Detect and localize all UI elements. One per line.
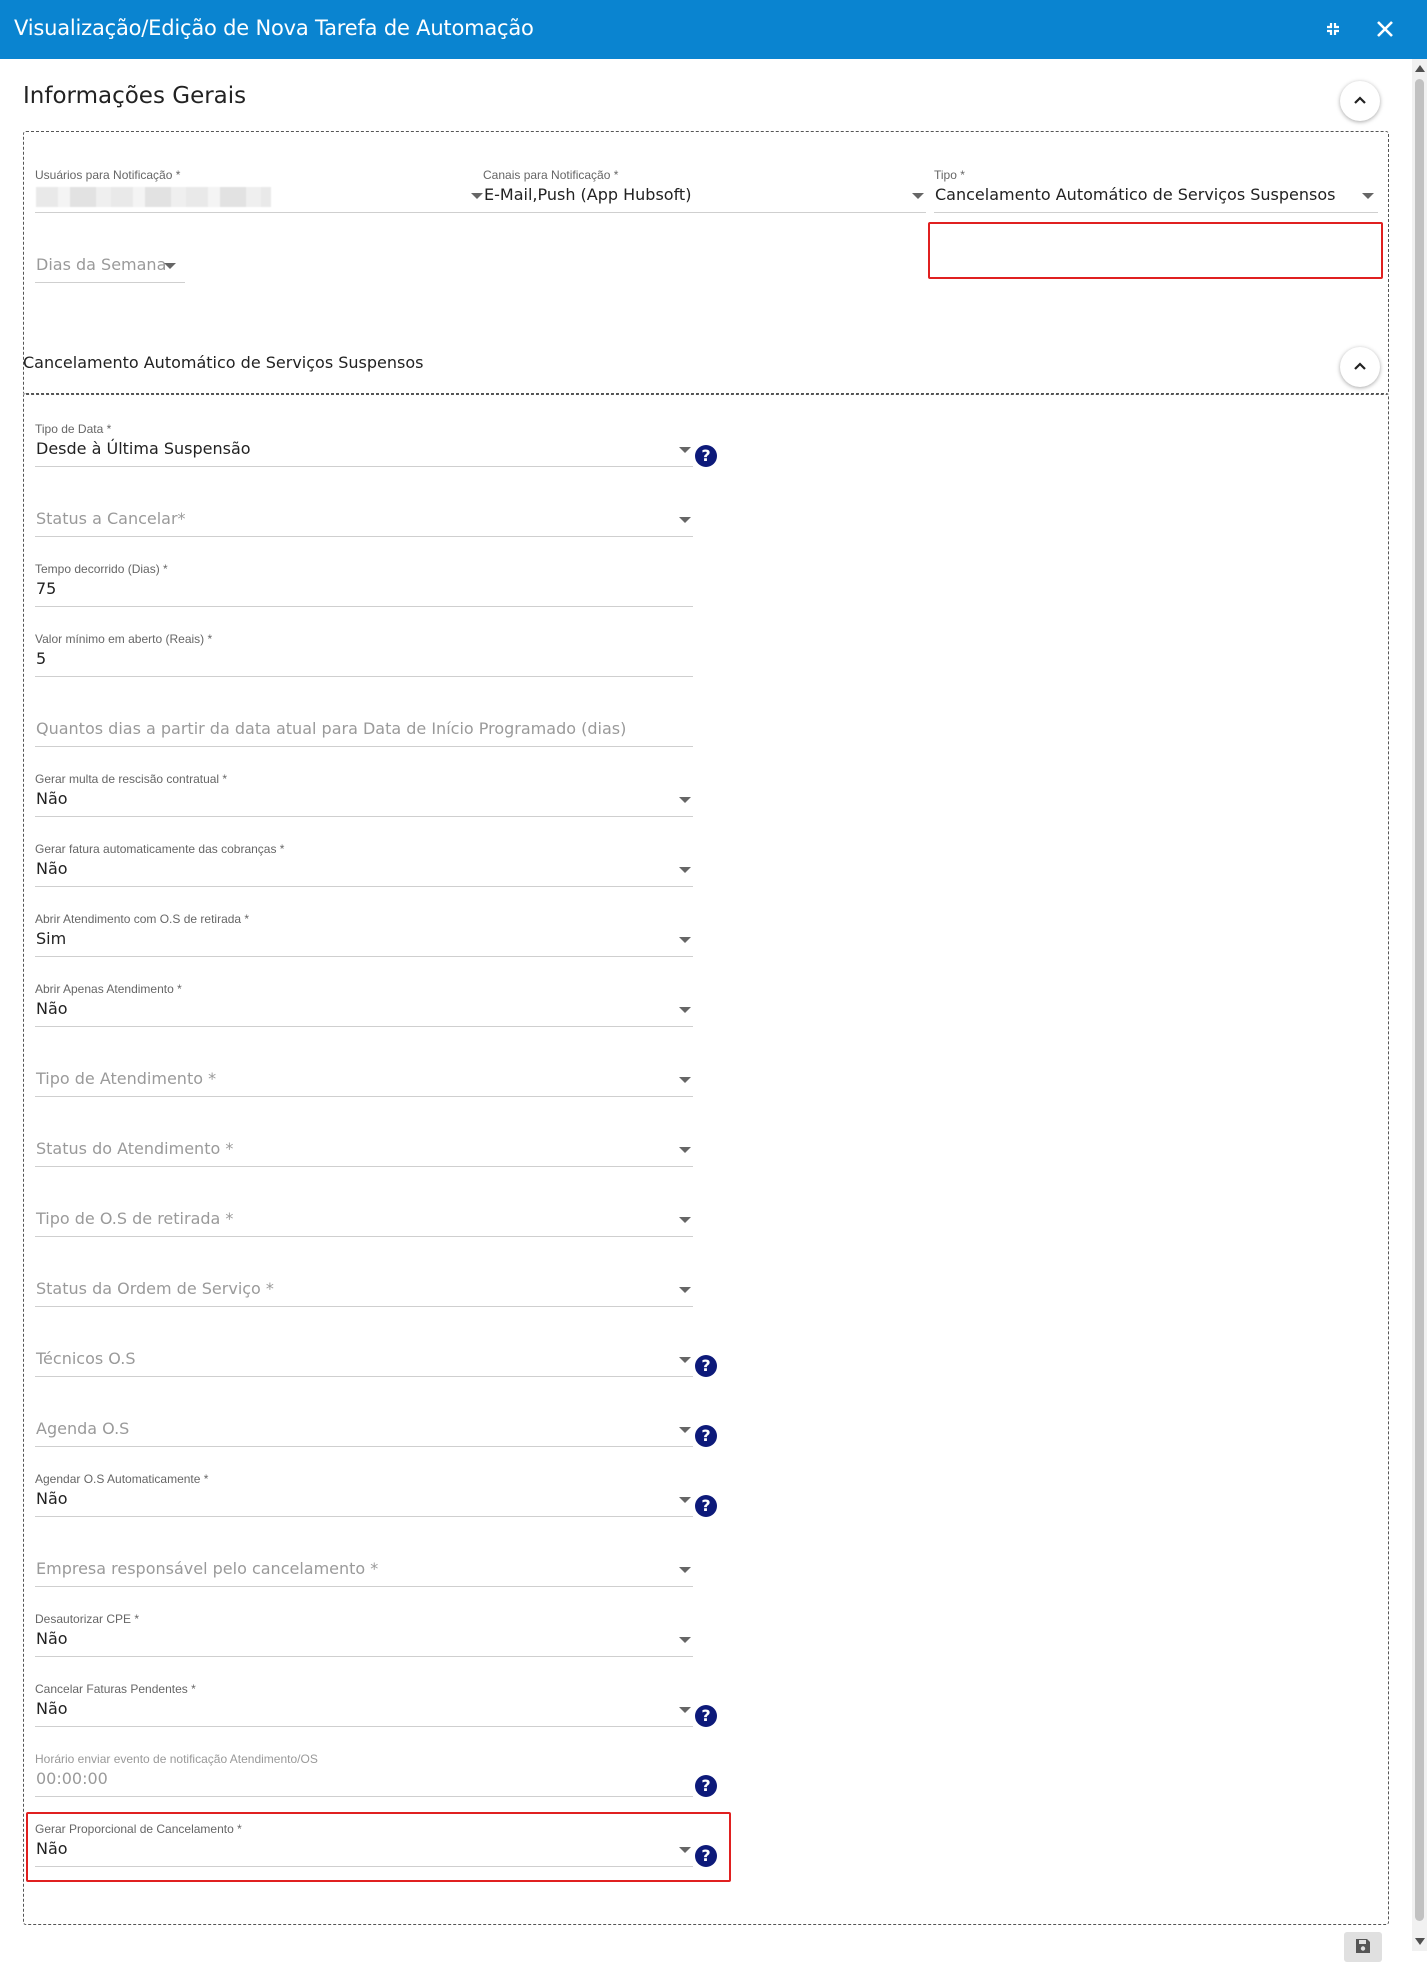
gerar-proporcional-highlight <box>26 1812 731 1882</box>
chevron-down-icon <box>679 1637 691 1643</box>
scroll-up-icon[interactable] <box>1415 65 1425 72</box>
help-icon[interactable]: ? <box>695 1845 717 1867</box>
chevron-down-icon <box>679 1567 691 1573</box>
chevron-down-icon <box>679 1217 691 1223</box>
chevron-down-icon <box>679 797 691 803</box>
compress-icon[interactable] <box>1318 14 1348 44</box>
chevron-down-icon <box>679 447 691 453</box>
redacted-value <box>36 187 271 207</box>
collapse-cancel-button[interactable] <box>1340 347 1380 387</box>
save-icon <box>1355 1938 1371 1954</box>
chevron-down-icon <box>912 193 924 199</box>
help-icon[interactable]: ? <box>695 1355 717 1377</box>
chevron-down-icon <box>679 1497 691 1503</box>
chevron-down-icon <box>679 517 691 523</box>
help-icon[interactable]: ? <box>695 1705 717 1727</box>
chevron-down-icon <box>679 1287 691 1293</box>
chevron-down-icon <box>679 1007 691 1013</box>
chevron-down-icon <box>679 1707 691 1713</box>
close-icon[interactable] <box>1370 14 1400 44</box>
chevron-down-icon <box>164 263 176 269</box>
scrollbar-thumb[interactable] <box>1415 79 1424 1921</box>
chevron-up-icon <box>1351 358 1369 376</box>
help-icon[interactable]: ? <box>695 1425 717 1447</box>
help-icon[interactable]: ? <box>695 445 717 467</box>
help-icon[interactable]: ? <box>695 1775 717 1797</box>
cancel-panel: Tipo de Data * Desde à Última Suspensão ? Status a Cancelar* Tempo decorrido (Dias) * 75 Valor mínimo em aberto (Reais) * 5 Quantos dias a partir da data atual para Data de Início Programado (dias) Gerar multa de rescisão contratual * Não Gerar fatura automaticamente das cobranças * Não Abrir Atendimento com O.S de retirada * Sim Abrir Apenas Atendimento * Não Tipo de Atendimento * Status do Atendimento * Tipo de O.S de retirada * Status da Ordem de Serviço * Técnicos O.S ? Agenda O.S ? Agendar O.S Automaticamente * Não ? Empresa responsável pelo cancelamento * Desautorizar CPE * Não Cancelar Faturas Pendentes * Não ? Horário enviar evento de notificação Atendimento/OS 00:00:00 ? Gerar Proporcional de Cancelamento * Não ? <box>23 393 1389 1925</box>
chevron-up-icon <box>1351 92 1369 110</box>
collapse-general-button[interactable] <box>1340 81 1380 121</box>
scroll-down-icon[interactable] <box>1415 1938 1425 1945</box>
section-title-cancel: Cancelamento Automático de Serviços Suspensos <box>23 353 424 372</box>
chevron-down-icon <box>471 193 483 199</box>
chevron-down-icon <box>679 1077 691 1083</box>
dialog-content <box>0 59 1412 1951</box>
tipo-highlight <box>928 222 1383 279</box>
dialog-header <box>0 0 1427 59</box>
section-title-general: Informações Gerais <box>23 83 247 109</box>
help-icon[interactable]: ? <box>695 1495 717 1517</box>
chevron-down-icon <box>679 1357 691 1363</box>
save-button[interactable] <box>1344 1932 1382 1962</box>
chevron-down-icon <box>679 937 691 943</box>
chevron-down-icon <box>679 1147 691 1153</box>
chevron-down-icon <box>679 867 691 873</box>
vertical-scrollbar[interactable] <box>1412 59 1427 1951</box>
dialog-title: Visualização/Edição de Nova Tarefa de Automação <box>14 16 534 40</box>
general-panel: Usuários para Notificação * Canais para Notificação * E-Mail,Push (App Hubsoft) Tipo * Cancelamento Automático de Serviços Suspensos Dias da Semana <box>23 131 1389 395</box>
chevron-down-icon <box>1362 193 1374 199</box>
chevron-down-icon <box>679 1427 691 1433</box>
